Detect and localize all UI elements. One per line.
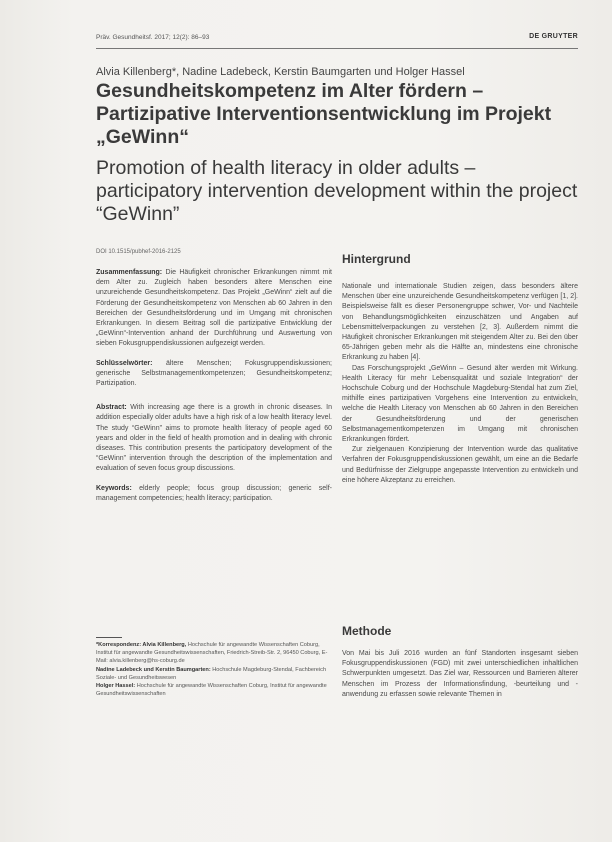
methode-body [342, 649, 578, 700]
doi: DOI 10.1515/pubhef-2016-2125 [96, 249, 181, 255]
heading-methode: Methode [342, 624, 392, 638]
footnote-author-3 [96, 682, 332, 698]
abstract-german-label: Zusammenfassung: [96, 269, 163, 276]
keywords-german-label: Schlüsselwörter: [96, 359, 153, 367]
running-head [96, 34, 578, 46]
abstract-english-label: Abstract: [96, 404, 127, 412]
keywords-english [96, 484, 332, 504]
hintergrund-paragraph-2: Das Forschungsprojekt „GeWinn – Gesund älter werden mit Wirkung. Health Literacy für mehr Lebensqualität und soziale Integration“ der Hochschule Coburg und der Hochschule Magdeburg-Stendal hat zum Ziel, mithilfe eines partizipativen Vorgehens eine Intervention zu entwickeln, welche die Health Literacy von Menschen ab 60 Jahren in den Bereichen der Gesundheitsförderung und der generischen Selbstmanagementkompetenzen im Umgang mit chronischen Erkrankungen fördert. [342, 364, 578, 444]
title-german: Gesundheitskompetenz im Alter fördern – Partizipative Interventionsentwicklung im Projekt „GeWinn“ [96, 80, 552, 148]
footnote-correspondence [96, 641, 332, 666]
abstract-english-text: With increasing age there is a growth in chronic diseases. In addition especially older adults have a high risk of a low health literacy level. The study “GeWinn” aims to promote health literacy of people aged 60 years and older in the field of health promotion and in dealing with chronic diseases. This contribution presents the participatory development of the “GeWinn” intervention through the description of the implementation and evaluation of seven focus group discussions. [96, 404, 333, 473]
footnote-author-3-label: Holger Hassel: [96, 683, 136, 690]
footnote-rule [96, 637, 122, 638]
footnote-correspondence-text: Hochschule für angewandte Wissenschaften Coburg, Institut für angewandte Gesundheitswissenschaften, Friedrich-Streib-Str. 2, 96450 Coburg, E-Mail: alvia.killenberg@hs-coburg.de [96, 642, 328, 665]
abstract-english [96, 403, 332, 474]
keywords-german-text: ältere Menschen; Fokusgruppendiskussionen; generische Selbstmanagementkompetenzen; Gesundheitskompetenz; Partizipation. [96, 359, 332, 388]
header-rule [96, 48, 578, 49]
left-column [96, 268, 332, 504]
footnote-author-2 [96, 666, 332, 682]
publisher-logo: DE GRUYTER [529, 33, 578, 40]
title-english: Promotion of health literacy in older adults – participatory intervention development within the project “GeWinn” [96, 157, 578, 225]
footnote-correspondence-label: *Korrespondenz: Alvia Killenberg, [96, 642, 187, 648]
hintergrund-paragraph-3: Zur zielgenauen Konzipierung der Intervention wurde das qualitative Verfahren der Fokusgruppendiskussionen gewählt, um eine an die Bedarfe und Bedürfnisse der Zielgruppe angepasste Intervention zu entwickeln und eine höhere Akzeptanz zu erreichen. [342, 446, 578, 484]
footnote-author-3-text: Hochschule für angewandte Wissenschaften Coburg, Institut für angewandte Gesundheitswissenschaften [96, 683, 327, 698]
keywords-english-text: elderly people; focus group discussion; generic self-management competencies; health literacy; participation. [96, 484, 332, 502]
abstract-german [96, 268, 332, 350]
right-column [342, 282, 578, 486]
journal-citation: Präv. Gesundheitsf. 2017; 12(2): 86–93 [96, 34, 210, 41]
author-list: Alvia Killenberg*, Nadine Ladebeck, Kerstin Baumgarten und Holger Hassel [96, 66, 465, 78]
hintergrund-paragraph-1: Nationale und internationale Studien zeigen, dass besonders ältere Menschen über eine unzureichende Gesundheitskompetenz verfügen [1, 2]. Beispielsweise fällt es dieser Personengruppe schwer, Vor- und Nachteile von Behandlungsmöglichkeiten einzuschätzen und Angaben auf Lebensmittelverpackungen zu verstehen [2, 3]. Außerdem nimmt die Häufigkeit chronischer Erkrankungen mit steigendem Alter zu. Bei den über 65-Jährigen geben mehr als die Hälfte an, mindestens eine chronische Erkrankung zu haben [4]. [342, 283, 578, 362]
footnote-author-2-label: Nadine Ladebeck und Kerstin Baumgarten: [96, 666, 211, 673]
heading-hintergrund: Hintergrund [342, 252, 411, 266]
footnotes [96, 641, 332, 698]
keywords-english-label: Keywords: [96, 484, 132, 492]
methode-paragraph-1: Von Mai bis Juli 2016 wurden an fünf Standorten insgesamt sieben Fokusgruppendiskussionen (FGD) mit zwei unterschiedlichen inhaltlichen Schwerpunkten umgesetzt. Das Ziel war, Ressourcen und Barrieren älterer Menschen im Prozess der Informationsfindung, -beurteilung und -anwendung zu erfassen sowie relevante Themen in [342, 650, 578, 698]
abstract-german-text: Die Häufigkeit chronischer Erkrankungen nimmt mit dem Alter zu. Zugleich haben besonders ältere Menschen eine unzureichende Gesundheitskompetenz. Das Projekt „GeWinn“ zielt auf die Förderung der Gesundheitskompetenz von Menschen ab 60 Jahren in den Bereichen der Gesundheitsförderung und im Umgang mit chronischen Erkrankungen. In diesem Beitrag soll die partizipative Entwicklung der „GeWinn“-Intervention anhand der Durchführung und Auswertung von sieben Fokusgruppendiskussionen aufgezeigt werden. [96, 269, 332, 348]
footnote-author-2-text: Hochschule Magdeburg-Stendal, Fachbereich Soziale- und Gesundheitswesen [96, 666, 327, 681]
keywords-german [96, 359, 332, 390]
